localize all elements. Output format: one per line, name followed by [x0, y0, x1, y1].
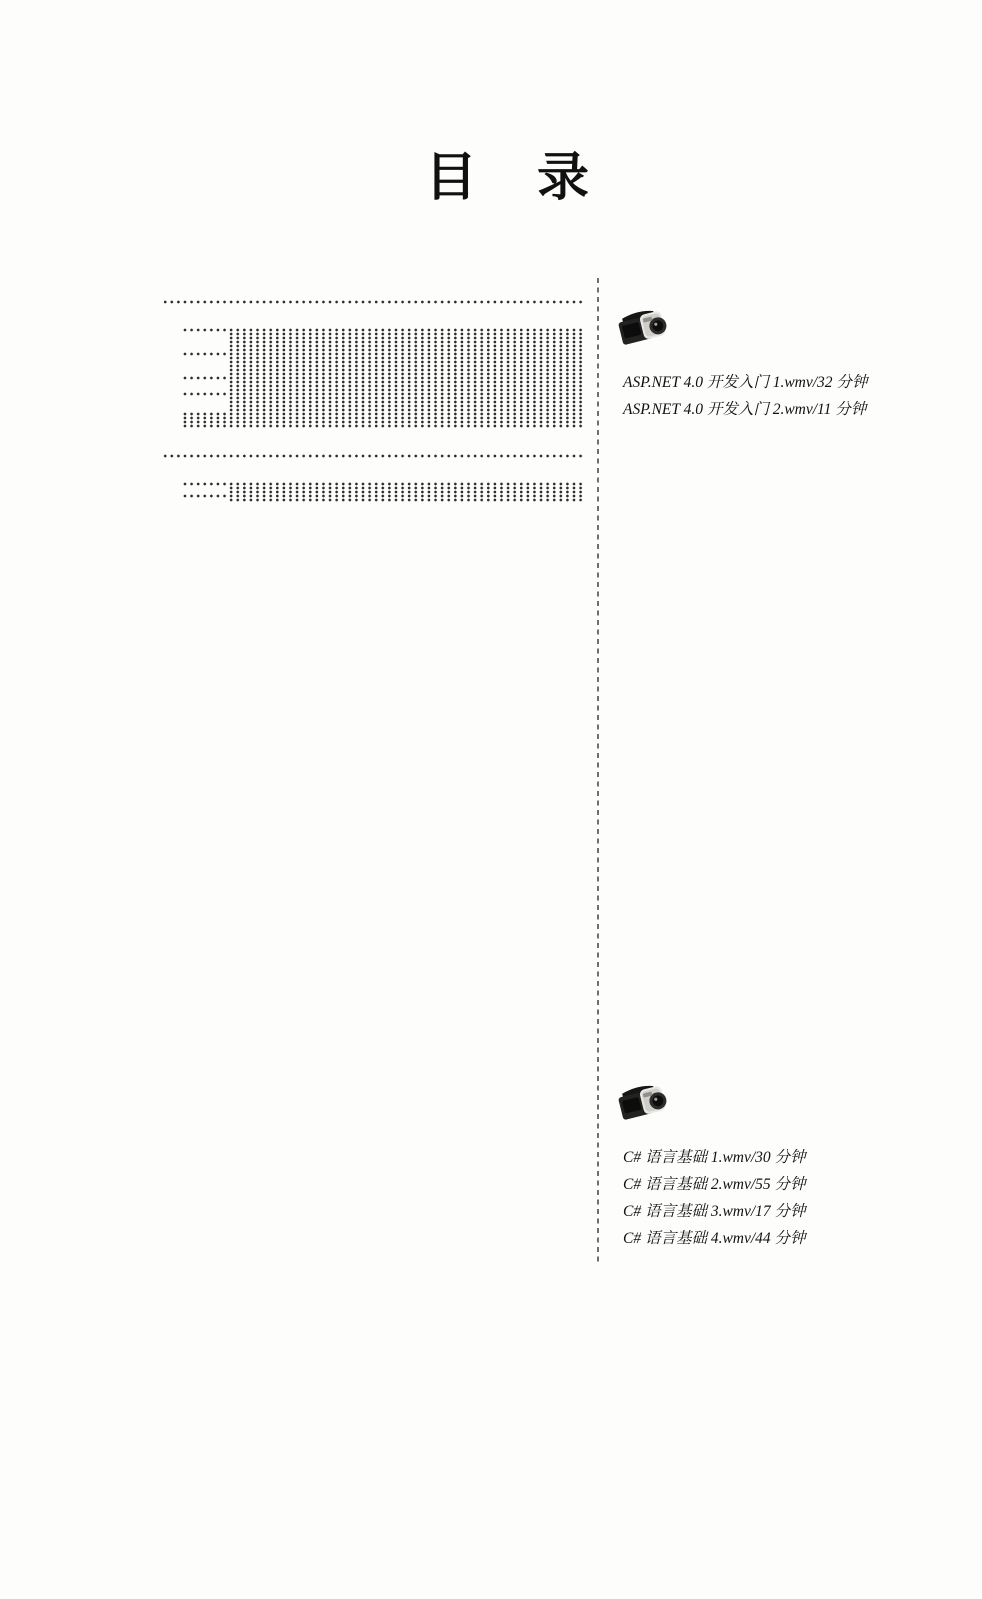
chapter-block	[97, 454, 588, 502]
dot-leader	[161, 300, 585, 304]
video-item: C# 语言基础 4.wmv/44 分钟	[623, 1230, 806, 1247]
camcorder-icon-wrap	[615, 1080, 923, 1128]
camcorder-icon	[615, 305, 671, 351]
video-list	[623, 1144, 923, 1252]
video-group	[613, 1080, 923, 1252]
video-item: C# 语言基础 1.wmv/30 分钟	[623, 1149, 806, 1166]
toc-chapter-row	[97, 454, 588, 458]
video-item: C# 语言基础 3.wmv/17 分钟	[623, 1203, 806, 1220]
toc-chapter-row	[97, 300, 588, 304]
chapter-block	[97, 300, 588, 428]
dot-leader	[161, 454, 585, 458]
column-divider-dashed	[597, 278, 599, 1263]
camcorder-icon	[615, 1080, 671, 1126]
video-item: ASP.NET 4.0 开发入门 1.wmv/32 分钟	[623, 374, 868, 391]
video-group	[613, 305, 923, 423]
toc-entry-row	[133, 424, 588, 428]
page-content	[0, 290, 982, 1390]
dot-leader	[228, 498, 585, 502]
toc-column	[97, 300, 588, 502]
video-list	[623, 369, 923, 423]
toc-entry-row	[170, 498, 588, 502]
page-title: 目 录	[424, 149, 593, 207]
toc-page	[0, 148, 982, 1390]
video-item: ASP.NET 4.0 开发入门 2.wmv/11 分钟	[623, 401, 867, 418]
camcorder-icon-wrap	[615, 305, 923, 353]
video-item: C# 语言基础 2.wmv/55 分钟	[623, 1176, 806, 1193]
dot-leader	[183, 424, 585, 428]
